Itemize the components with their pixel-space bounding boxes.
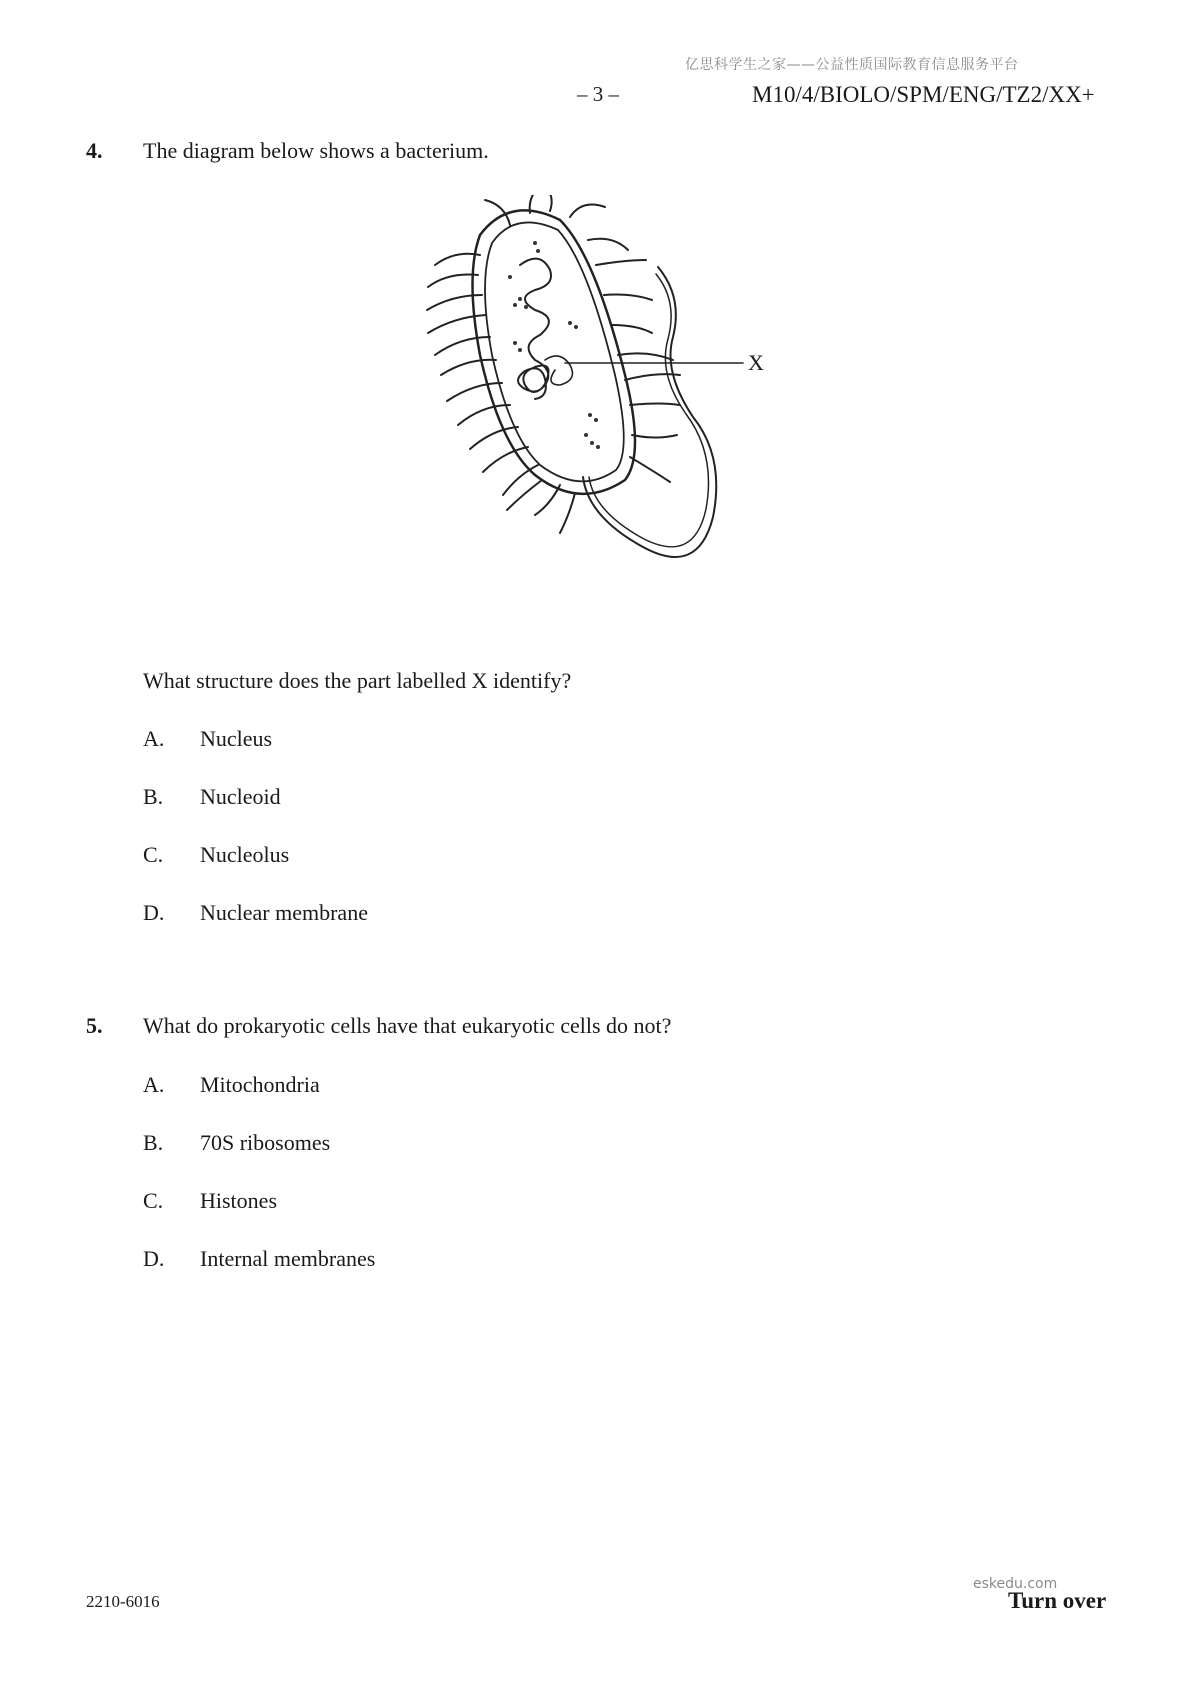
ribosomes bbox=[508, 241, 600, 449]
pilus bbox=[612, 325, 652, 333]
option-letter: C. bbox=[143, 842, 164, 867]
pilus bbox=[435, 337, 490, 355]
nucleoid bbox=[518, 259, 551, 399]
option-letter: A. bbox=[143, 1072, 165, 1097]
option-letter: C. bbox=[143, 1188, 164, 1213]
option-letter: D. bbox=[143, 900, 165, 925]
option-text: Nucleolus bbox=[200, 842, 290, 867]
pilus bbox=[570, 205, 605, 217]
pilus bbox=[535, 485, 560, 515]
pilus bbox=[441, 360, 496, 375]
pilus bbox=[545, 195, 552, 211]
question-4-prompt: What structure does the part labelled X identify? bbox=[143, 668, 572, 693]
label-x: X bbox=[748, 350, 764, 375]
option-text: Nucleoid bbox=[200, 784, 281, 809]
option-text: Histones bbox=[200, 1188, 277, 1213]
question-5-number: 5. bbox=[86, 1013, 103, 1038]
question-4-intro: The diagram below shows a bacterium. bbox=[143, 138, 489, 163]
pilus bbox=[560, 493, 575, 533]
pilus bbox=[625, 374, 680, 380]
pilus bbox=[428, 275, 478, 288]
flagellum bbox=[583, 267, 716, 557]
question-5-prompt: What do prokaryotic cells have that eukaryotic cells do not? bbox=[143, 1013, 672, 1038]
option-text: Nucleus bbox=[200, 726, 273, 751]
option-letter: B. bbox=[143, 1130, 164, 1155]
pilus bbox=[447, 383, 502, 401]
page-number: – 3 – bbox=[577, 82, 619, 106]
cell-wall bbox=[473, 210, 636, 493]
pilus bbox=[604, 295, 652, 300]
pilus bbox=[588, 239, 628, 250]
header-watermark: 亿思科学生之家——公益性质国际教育信息服务平台 bbox=[685, 57, 1019, 73]
pilus bbox=[458, 405, 510, 425]
option-text: Nuclear membrane bbox=[200, 900, 368, 925]
pilus bbox=[428, 315, 486, 333]
footer-watermark: eskedu.com bbox=[973, 1576, 1058, 1592]
pilus bbox=[630, 457, 670, 482]
option-text: Mitochondria bbox=[200, 1072, 320, 1097]
option-text: 70S ribosomes bbox=[200, 1130, 331, 1155]
option-letter: A. bbox=[143, 726, 165, 751]
option-text: Internal membranes bbox=[200, 1246, 376, 1271]
option-letter: B. bbox=[143, 784, 164, 809]
turn-over-label: Turn over bbox=[1008, 1588, 1107, 1613]
pilus bbox=[596, 260, 646, 265]
plasma-membrane bbox=[485, 222, 624, 481]
pilus bbox=[503, 465, 538, 495]
paper-code: M10/4/BIOLO/SPM/ENG/TZ2/XX+ bbox=[752, 82, 1095, 107]
footer-code: 2210-6016 bbox=[86, 1592, 160, 1611]
pilus bbox=[632, 435, 677, 438]
bacterium-diagram bbox=[420, 195, 840, 615]
question-4-number: 4. bbox=[86, 138, 103, 163]
option-letter: D. bbox=[143, 1246, 165, 1271]
pilus bbox=[630, 404, 680, 406]
